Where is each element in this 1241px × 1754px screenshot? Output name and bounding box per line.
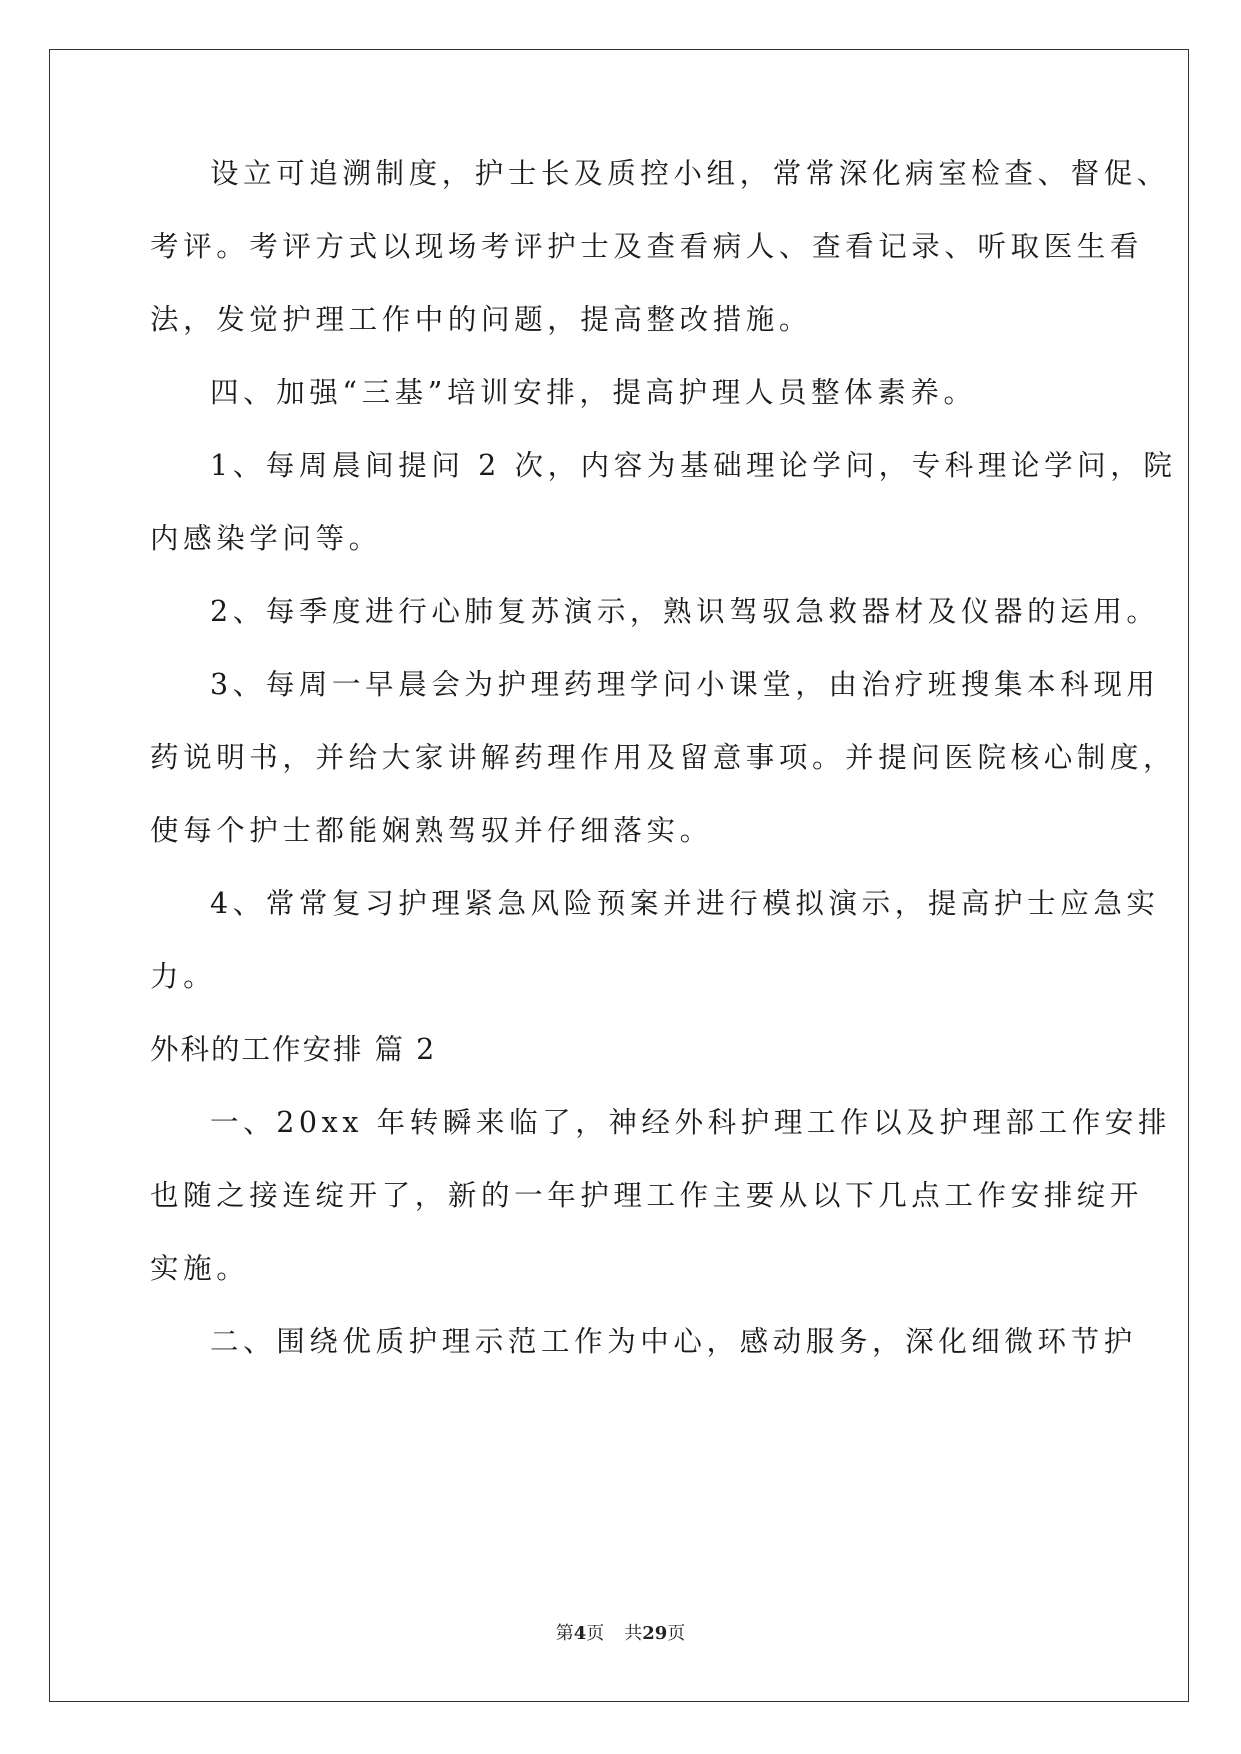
paragraph-line: 4、常常复习护理紧急风险预案并进行模拟演示，提高护士应急实 bbox=[210, 887, 1160, 920]
footer-page-total: 29 bbox=[642, 1623, 668, 1644]
paragraph-line: 力。 bbox=[150, 960, 217, 993]
paragraph-line: 药说明书，并给大家讲解药理作用及留意事项。并提问医院核心制度， bbox=[150, 741, 1177, 774]
paragraph-line: 内感染学问等。 bbox=[150, 522, 382, 555]
footer-page-current: 4 bbox=[573, 1623, 587, 1644]
paragraph-line: 实施。 bbox=[150, 1252, 250, 1285]
paragraph-line: 法，发觉护理工作中的问题，提高整改措施。 bbox=[150, 303, 813, 336]
paragraph-line: 设立可追溯制度，护士长及质控小组，常常深化病室检查、督促、 bbox=[210, 157, 1170, 190]
paragraph-line: 二、围绕优质护理示范工作为中心，感动服务，深化细微环节护 bbox=[210, 1325, 1137, 1358]
paragraph-line: 考评。考评方式以现场考评护士及查看病人、查看记录、听取医生看 bbox=[150, 230, 1144, 263]
section-heading: 外科的工作安排 篇 2 bbox=[150, 1033, 437, 1066]
footer-page-prefix: 第 bbox=[555, 1623, 574, 1644]
page-footer bbox=[0, 1622, 1241, 1646]
footer-total-prefix: 共 bbox=[624, 1623, 643, 1644]
paragraph-line: 一、20xx 年转瞬来临了，神经外科护理工作以及护理部工作安排 bbox=[210, 1106, 1172, 1139]
paragraph-line: 3、每周一早晨会为护理药理学问小课堂，由治疗班搜集本科现用 bbox=[210, 668, 1160, 701]
footer-page-label: 页 bbox=[586, 1623, 605, 1644]
paragraph-line: 也随之接连绽开了，新的一年护理工作主要从以下几点工作安排绽开 bbox=[150, 1179, 1144, 1212]
page-border bbox=[49, 49, 1189, 1702]
paragraph-line: 使每个护士都能娴熟驾驭并仔细落实。 bbox=[150, 814, 713, 847]
paragraph-line: 四、加强“三基”培训安排，提高护理人员整体素养。 bbox=[210, 376, 977, 409]
paragraph-line: 2、每季度进行心肺复苏演示，熟识驾驭急救器材及仪器的运用。 bbox=[210, 595, 1160, 628]
footer-total-label: 页 bbox=[667, 1623, 686, 1644]
paragraph-line: 1、每周晨间提问 2 次，内容为基础理论学问，专科理论学问，院 bbox=[210, 449, 1177, 482]
